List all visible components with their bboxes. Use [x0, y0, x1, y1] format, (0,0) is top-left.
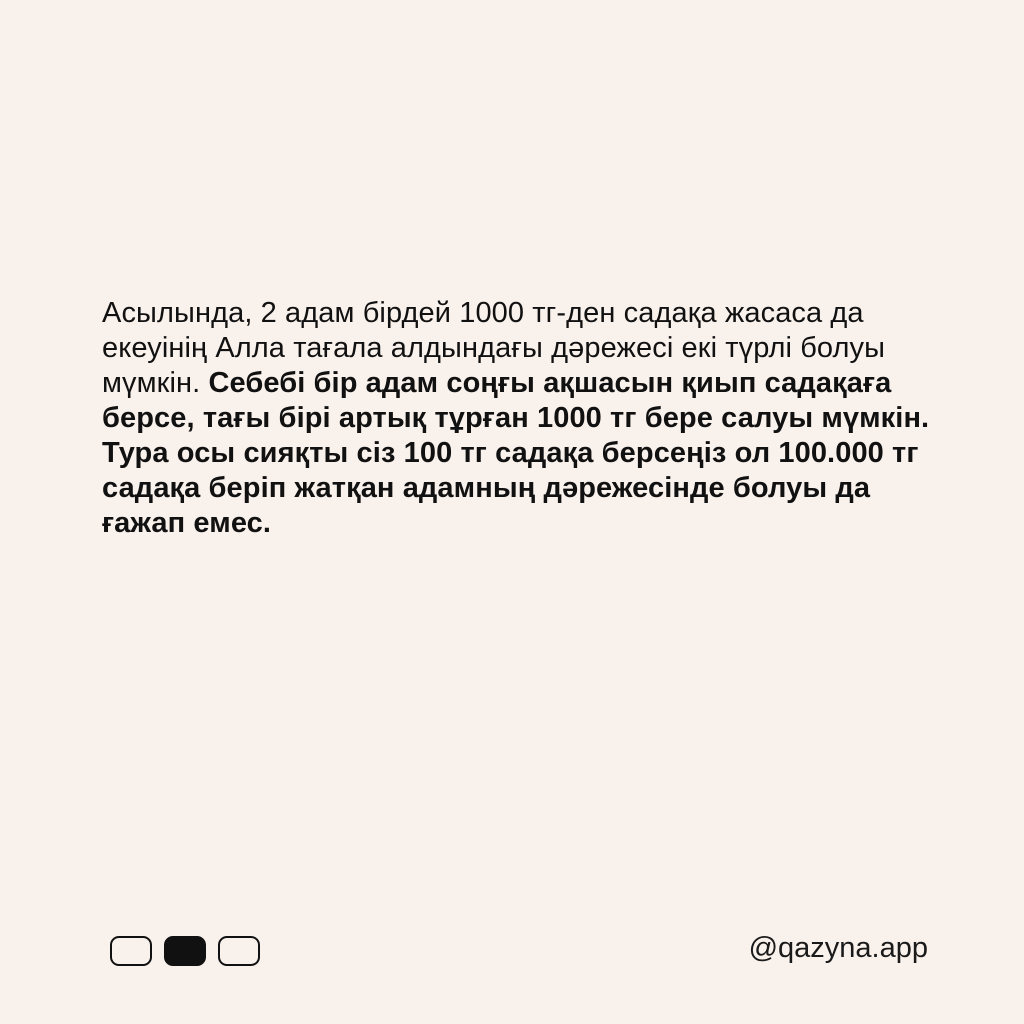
body-text-bold: Себебі бір адам соңғы ақшасын қиып садақаға берсе, тағы бірі артық тұрған 1000 тг бере салуы мүмкін. Тура осы сияқты сіз 100 тг садақа берсеңіз ол 100.000 тг садақа беріп жатқан адамның дәрежесінде болуы да ғажап емес. [102, 367, 930, 539]
slide-body-text [102, 296, 942, 541]
pager-dot-3[interactable] [218, 936, 260, 966]
pager-dot-2-active[interactable] [164, 936, 206, 966]
slide-pager [110, 936, 260, 966]
body-text-regular: Асылында, 2 адам бірдей 1000 тг-ден садақа жасаса да екеуінің Алла тағала алдындағы дәрежесі екі түрлі болуы мүмкін. [102, 297, 886, 399]
pager-dot-1[interactable] [110, 936, 152, 966]
account-handle: @qazyna.app [748, 932, 928, 964]
